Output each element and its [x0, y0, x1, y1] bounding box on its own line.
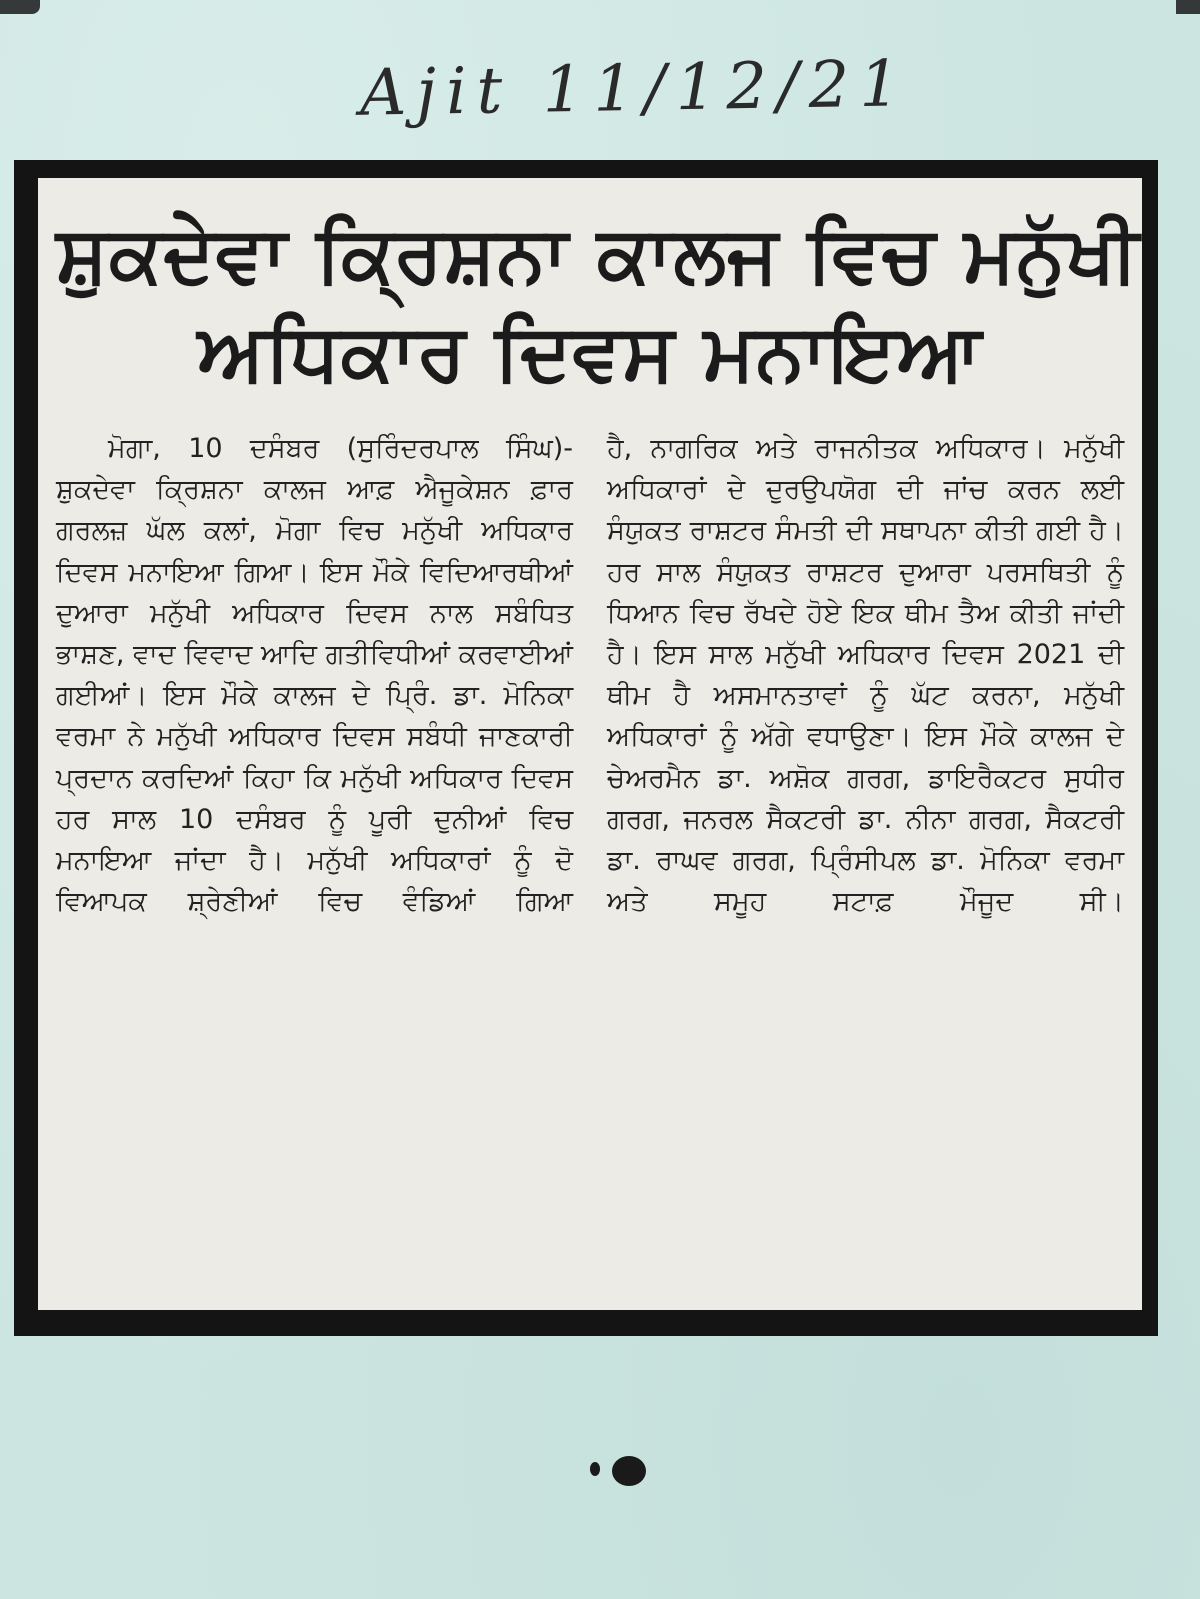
newspaper-clipping — [14, 160, 1158, 1336]
article-text-left: ਮੋਗਾ, 10 ਦਸੰਬਰ (ਸੁਰਿੰਦਰਪਾਲ ਸਿੰਘ)-ਸ਼ੁਕਦੇਵਾ ਕ੍ਰਿਸ਼ਨਾ ਕਾਲਜ ਆਫ਼ ਐਜੂਕੇਸ਼ਨ ਫ਼ਾਰ ਗਰਲਜ਼ ਘੱਲ ਕਲਾਂ, ਮੋਗਾ ਵਿਚ ਮਨੁੱਖੀ ਅਧਿਕਾਰ ਦਿਵਸ ਮਨਾਇਆ ਗਿਆ। ਇਸ ਮੌਕੇ ਵਿਦਿਆਰਥੀਆਂ ਦੁਆਰਾ ਮਨੁੱਖੀ ਅਧਿਕਾਰ ਦਿਵਸ ਨਾਲ ਸਬੰਧਿਤ ਭਾਸ਼ਣ, ਵਾਦ ਵਿਵਾਦ ਆਦਿ ਗਤੀਵਿਧੀਆਂ ਕਰਵਾਈਆਂ ਗਈਆਂ। ਇਸ ਮੌਕੇ ਕਾਲਜ ਦੇ ਪ੍ਰਿੰ. ਡਾ. ਮੋਨਿਕਾ ਵਰਮਾ ਨੇ ਮਨੁੱਖੀ ਅਧਿਕਾਰ ਦਿਵਸ ਸਬੰਧੀ ਜਾਣਕਾਰੀ ਪ੍ਰਦਾਨ ਕਰਦਿਆਂ ਕਿਹਾ ਕਿ ਮਨੁੱਖੀ ਅਧਿਕਾਰ ਦਿਵਸ ਹਰ ਸਾਲ 10 ਦਸੰਬਰ ਨੂੰ ਪੂਰੀ ਦੁਨੀਆਂ ਵਿਚ ਮਨਾਇਆ ਜਾਂਦਾ ਹੈ। ਮਨੁੱਖੀ ਅਧਿਕਾਰਾਂ ਨੂੰ ਦੋ ਵਿਆਪਕ ਸ਼੍ਰੇਣੀਆਂ ਵਿਚ ਵੰਡਿਆਂ ਗਿਆ — [56, 433, 573, 918]
ink-dot — [612, 1456, 646, 1486]
clipping-paper — [38, 178, 1142, 1310]
headline-line-1: ਸ਼ੁਕਦੇਵਾ ਕ੍ਰਿਸ਼ਨਾ ਕਾਲਜ ਵਿਚ ਮਨੁੱਖੀ — [56, 210, 1140, 300]
ink-dot-small — [590, 1462, 600, 1476]
article-body — [56, 428, 1124, 922]
article-column-left — [56, 428, 573, 922]
article-column-right — [607, 428, 1124, 922]
headline-line-2: ਅਧਿਕਾਰ ਦਿਵਸ ਮਨਾਇਆ — [197, 308, 983, 398]
article-text-right: ਹੈ, ਨਾਗਰਿਕ ਅਤੇ ਰਾਜਨੀਤਕ ਅਧਿਕਾਰ। ਮਨੁੱਖੀ ਅਧਿਕਾਰਾਂ ਦੇ ਦੁਰਉਪਯੋਗ ਦੀ ਜਾਂਚ ਕਰਨ ਲਈ ਸੰਯੁਕਤ ਰਾਸ਼ਟਰ ਸੰਮਤੀ ਦੀ ਸਥਾਪਨਾ ਕੀਤੀ ਗਈ ਹੈ। ਹਰ ਸਾਲ ਸੰਯੁਕਤ ਰਾਸ਼ਟਰ ਦੁਆਰਾ ਪਰਸਥਿਤੀ ਨੂੰ ਧਿਆਨ ਵਿਚ ਰੱਖਦੇ ਹੋਏ ਇਕ ਥੀਮ ਤੈਅ ਕੀਤੀ ਜਾਂਦੀ ਹੈ। ਇਸ ਸਾਲ ਮਨੁੱਖੀ ਅਧਿਕਾਰ ਦਿਵਸ 2021 ਦੀ ਥੀਮ ਹੈ ਅਸਮਾਨਤਾਵਾਂ ਨੂੰ ਘੱਟ ਕਰਨਾ, ਮਨੁੱਖੀ ਅਧਿਕਾਰਾਂ ਨੂੰ ਅੱਗੇ ਵਧਾਉਣਾ। ਇਸ ਮੌਕੇ ਕਾਲਜ ਦੇ ਚੇਅਰਮੈਨ ਡਾ. ਅਸ਼ੋਕ ਗਰਗ, ਡਾਇਰੈਕਟਰ ਸੁਧੀਰ ਗਰਗ, ਜਨਰਲ ਸੈਕਟਰੀ ਡਾ. ਨੀਨਾ ਗਰਗ, ਸੈਕਟਰੀ ਡਾ. ਰਾਘਵ ਗਰਗ, ਪ੍ਰਿੰਸੀਪਲ ਡਾ. ਮੋਨਿਕਾ ਵਰਮਾ ਅਤੇ ਸਮੂਹ ਸਟਾਫ਼ ਮੌਜੂਦ ਸੀ। — [607, 433, 1124, 918]
corner-ink-mark-right — [1176, 0, 1200, 14]
corner-ink-mark — [0, 0, 40, 14]
headline — [56, 206, 1140, 402]
handwritten-note: Ajit 11/12/21 — [359, 47, 911, 131]
